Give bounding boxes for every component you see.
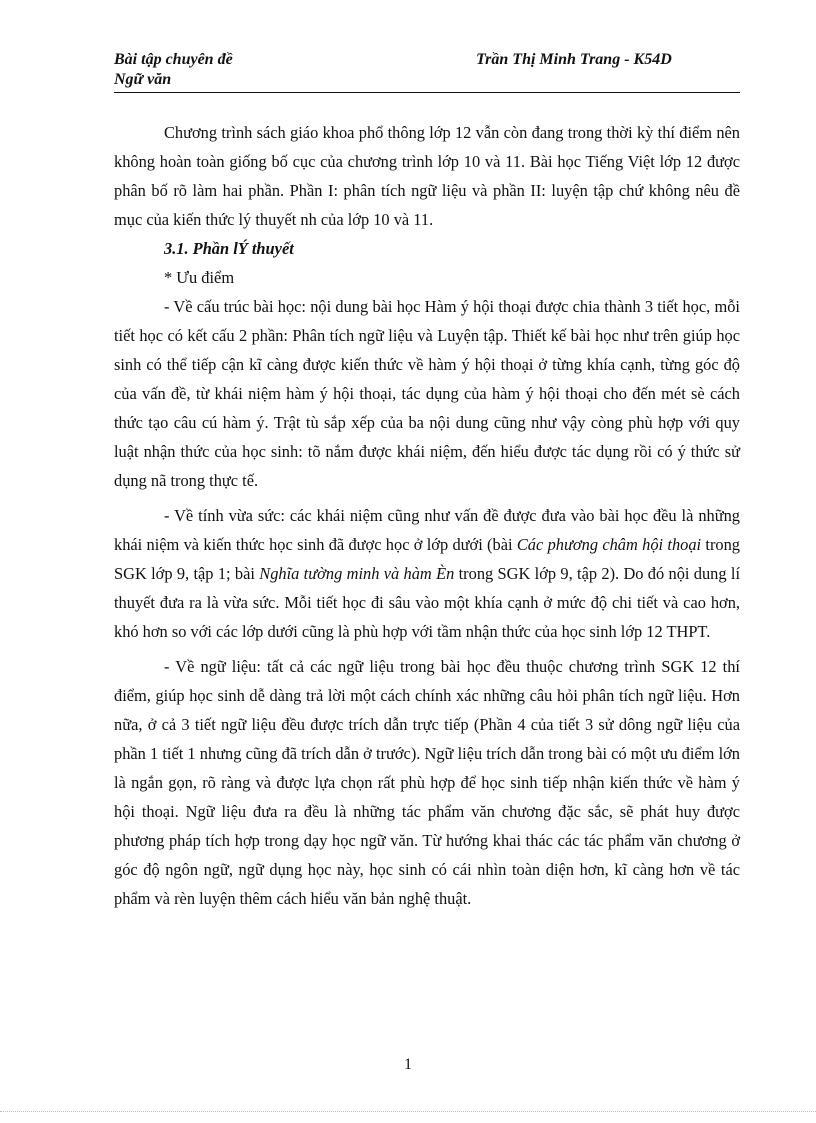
document-body (114, 118, 740, 913)
header-divider (114, 92, 740, 93)
page-number: 1 (404, 1056, 412, 1073)
lesson-title-2: Nghĩa tường minh và hàm Èn (259, 564, 455, 583)
suitability-text-1: - Về tính vừa sức: các khái niệm cũng như vấn đề được đưa vào bài học đều là những khái niệm và kiến thức học sinh đã được học ở lớp dưới (bài (114, 506, 740, 554)
structure-paragraph: - Về cấu trúc bài học: nội dung bài học Hàm ý hội thoại được chia thành 3 tiết học, mỗi tiết học có kết cấu 2 phần: Phân tích ngữ liệu và Luyện tập. Thiết kế bài học như trên giúp học sinh có thể tiếp cận kĩ càng được kiến thức về hàm ý hội thoại ở từng khía cạnh, từng góc độ của vấn đề, từ khái niệm hàm ý hội thoại, tác dụng của hàm ý hội thoại cho đến mét sè cách thức tạo câu cú hàm ý. Trật tù sắp xếp của ba nội dung cũng như vậy còng phù hợp với quy luật nhận thức của học sinh: tõ nắm được khái niệm, đến hiểu được tác dụng rồi có ý thức sử dụng nã trong thực tế. (114, 297, 740, 490)
section-heading: 3.1. Phần lÝ thuyết (164, 239, 294, 258)
page-bottom-border (0, 1111, 816, 1112)
advantages-label: * Ưu điểm (164, 268, 235, 287)
header-author: Trần Thị Minh Trang - K54D (476, 51, 672, 68)
header-course-title (114, 50, 414, 90)
lesson-title-1: Các phương châm hội thoại (516, 535, 702, 554)
suitability-paragraph (114, 501, 740, 646)
header-course-line2: Ngữ văn (114, 71, 172, 88)
suitability-text-2: trong SGK lớp 9, tập 1; bài (114, 535, 740, 583)
corpus-paragraph: - Về ngữ liệu: tất cả các ngữ liệu trong bài học đều thuộc chương trình SGK 12 thí điểm, giúp học sinh dễ dàng trả lời một cách chính xác những câu hỏi phân tích ngữ liệu. Hơn nữa, ở cả 3 tiết ngữ liệu đều được trích dẫn trực tiếp (Phần 4 của tiết 3 sử dông ngữ liệu của phần 1 tiết 1 nhưng cũng đã trích dẫn ở trước). Ngữ liệu trích dẫn trong bài có một ưu điểm lớn là ngắn gọn, rõ ràng và được lựa chọn rất phù hợp để học sinh tiếp nhận kiến thức về hàm ý hội thoại. Ngữ liệu đưa ra đều là những tác phẩm văn chương đặc sắc, sẽ phát huy được phương pháp tích hợp trong dạy học ngữ văn. Từ hướng khai thác các tác phẩm văn chương ở góc độ ngôn ngữ, ngữ dụng học này, học sinh có cái nhìn toàn diện hơn, kĩ càng hơn về tác phẩm và rèn luyện thêm cách hiểu văn bản nghệ thuật. (114, 657, 740, 908)
suitability-text-3: trong SGK lớp 9, tập 2). Do đó nội dung lí thuyết đưa ra là vừa sức. Mỗi tiết học đi sâu vào một khía cạnh ở mức độ chi tiết và cao hơn, khó hơn so với các lớp dưới cũng là phù hợp với tầm nhận thức của học sinh lớp 12 THPT. (114, 564, 741, 641)
header-course-line1: Bài tập chuyên đề (114, 51, 233, 68)
page-header (114, 50, 740, 94)
intro-paragraph: Chương trình sách giáo khoa phổ thông lớp 12 vẫn còn đang trong thời kỳ thí điểm nên không hoàn toàn giống bố cục của chương trình lớp 10 và 11. Bài học Tiếng Việt lớp 12 được phân bố rõ làm hai phần. Phần I: phân tích ngữ liệu và phần II: luyện tập chứ không nêu đề mục của kiến thức lý thuyết nh của lớp 10 và 11. (114, 123, 740, 229)
